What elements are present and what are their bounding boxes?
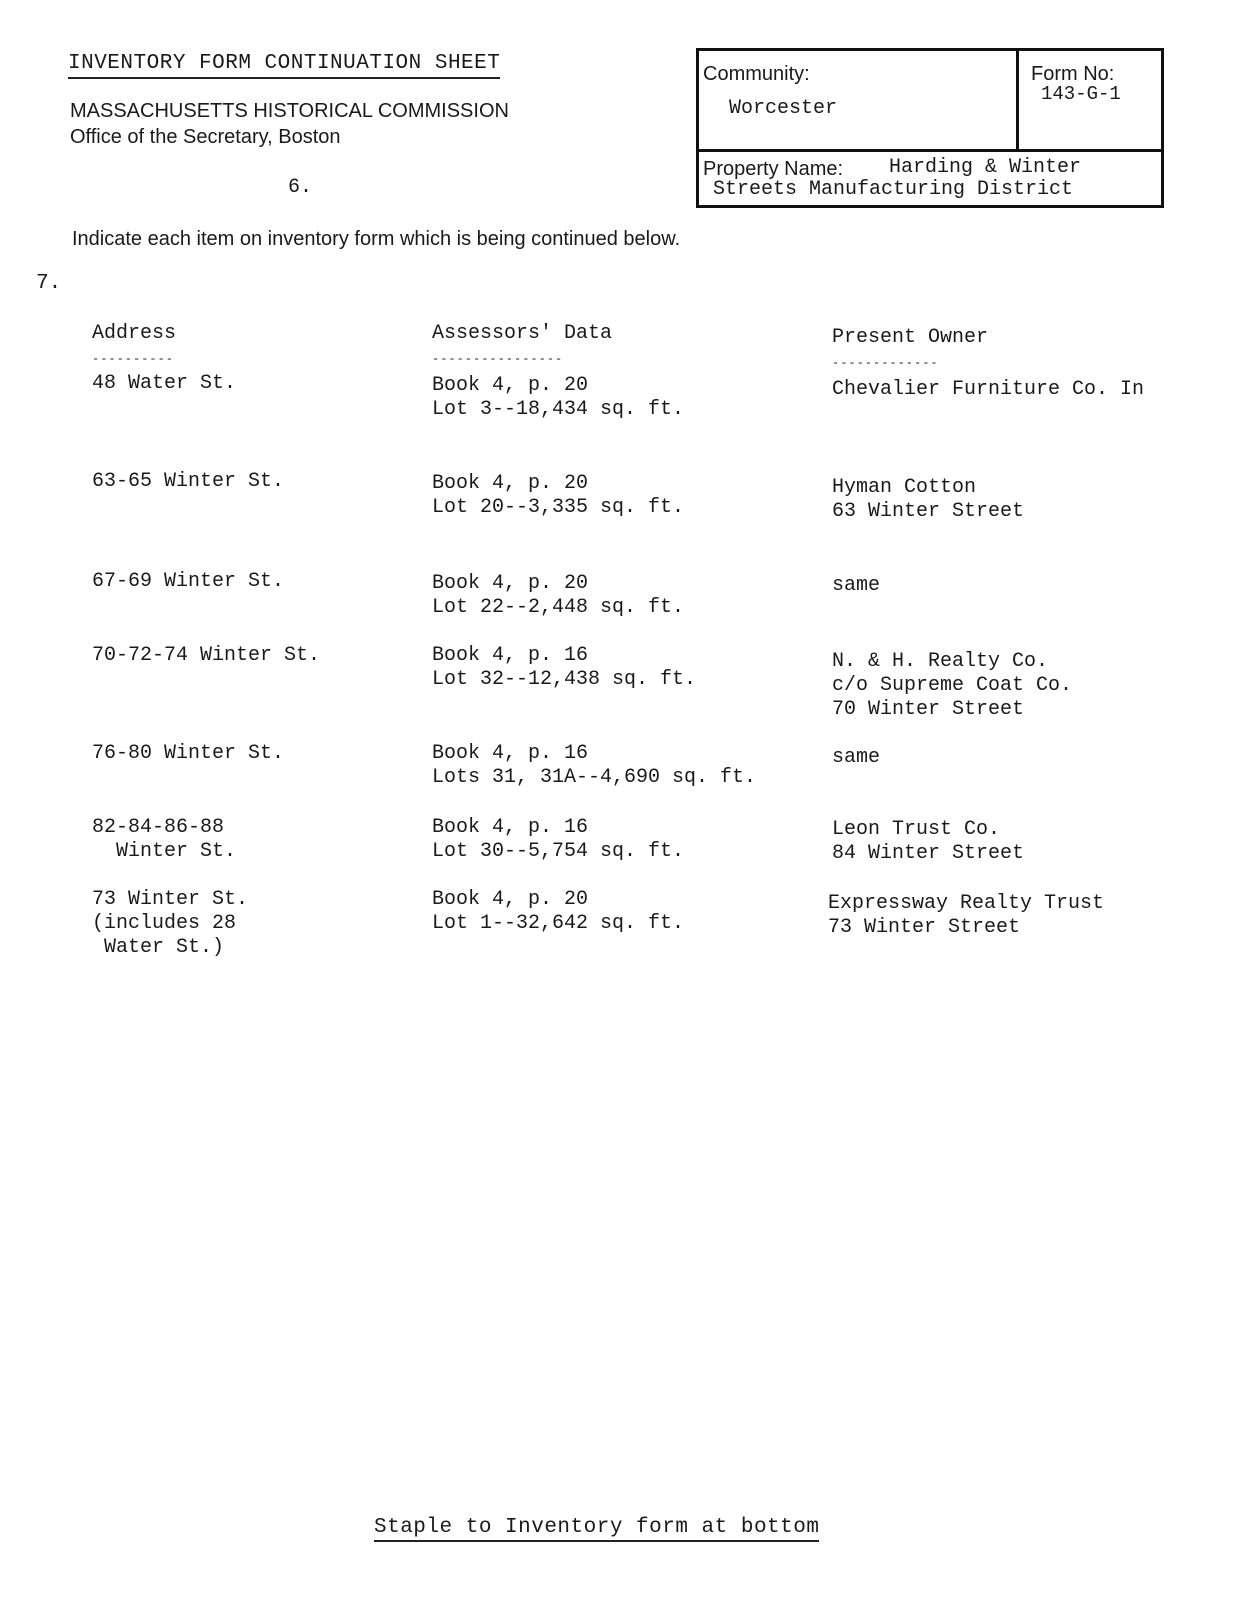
form-number-value: 143-G-1 [1041,83,1121,105]
section-number-6: 6. [288,176,313,199]
address-underline: ---------- [92,352,175,366]
commission-name: MASSACHUSETTS HISTORICAL COMMISSION [70,100,509,122]
row-5-assessors-data: Book 4, p. 16 Lots 31, 31A--4,690 sq. ft. [432,742,757,789]
form-number-label: Form No: [1031,63,1115,85]
form-title: INVENTORY FORM CONTINUATION SHEET [68,52,500,79]
row-7-owner: Expressway Realty Trust 73 Winter Street [828,892,1105,939]
property-name-cell [699,149,1161,205]
row-5-owner: same [832,746,881,769]
assessors-underline: ---------------- [432,352,564,366]
community-value: Worcester [729,97,838,120]
row-3-owner: same [832,574,881,597]
row-1-owner: Chevalier Furniture Co. In [832,378,1145,401]
row-6-assessors-data: Book 4, p. 16 Lot 30--5,754 sq. ft. [432,816,685,863]
row-4-address: 70-72-74 Winter St. [92,644,321,667]
column-header-assessors-data: Assessors' Data [432,322,613,345]
property-name-label: Property Name: [703,158,844,180]
form-number-cell [1019,51,1161,149]
section-number-7: 7. [36,272,62,295]
row-1-assessors-data: Book 4, p. 20 Lot 3--18,434 sq. ft. [432,374,685,421]
property-name-line-2: Streets Manufacturing District [713,178,1074,201]
row-7-address: 73 Winter St. (includes 28 Water St.) [92,888,249,959]
row-3-address: 67-69 Winter St. [92,570,285,593]
row-4-owner: N. & H. Realty Co. c/o Supreme Coat Co. 70 Winter Street [832,650,1073,721]
row-2-address: 63-65 Winter St. [92,470,285,493]
row-1-address: 48 Water St. [92,372,237,395]
community-label: Community: [703,63,810,85]
row-5-address: 76-80 Winter St. [92,742,285,765]
instruction-line: Indicate each item on inventory form which is being continued below. [72,228,681,250]
property-name-line-1: Harding & Winter [889,156,1082,179]
row-6-address: 82-84-86-88 Winter St. [92,816,237,863]
community-info-box [696,48,1164,208]
column-header-address: Address [92,322,177,345]
office-line: Office of the Secretary, Boston [70,126,341,148]
row-4-assessors-data: Book 4, p. 16 Lot 32--12,438 sq. ft. [432,644,697,691]
community-cell [699,51,1019,149]
row-2-owner: Hyman Cotton 63 Winter Street [832,476,1025,523]
staple-instruction: Staple to Inventory form at bottom [374,1516,819,1542]
row-7-assessors-data: Book 4, p. 20 Lot 1--32,642 sq. ft. [432,888,685,935]
row-6-owner: Leon Trust Co. 84 Winter Street [832,818,1025,865]
column-header-present-owner: Present Owner [832,326,989,349]
owner-underline: ------------- [832,356,939,370]
row-3-assessors-data: Book 4, p. 20 Lot 22--2,448 sq. ft. [432,572,685,619]
row-2-assessors-data: Book 4, p. 20 Lot 20--3,335 sq. ft. [432,472,685,519]
